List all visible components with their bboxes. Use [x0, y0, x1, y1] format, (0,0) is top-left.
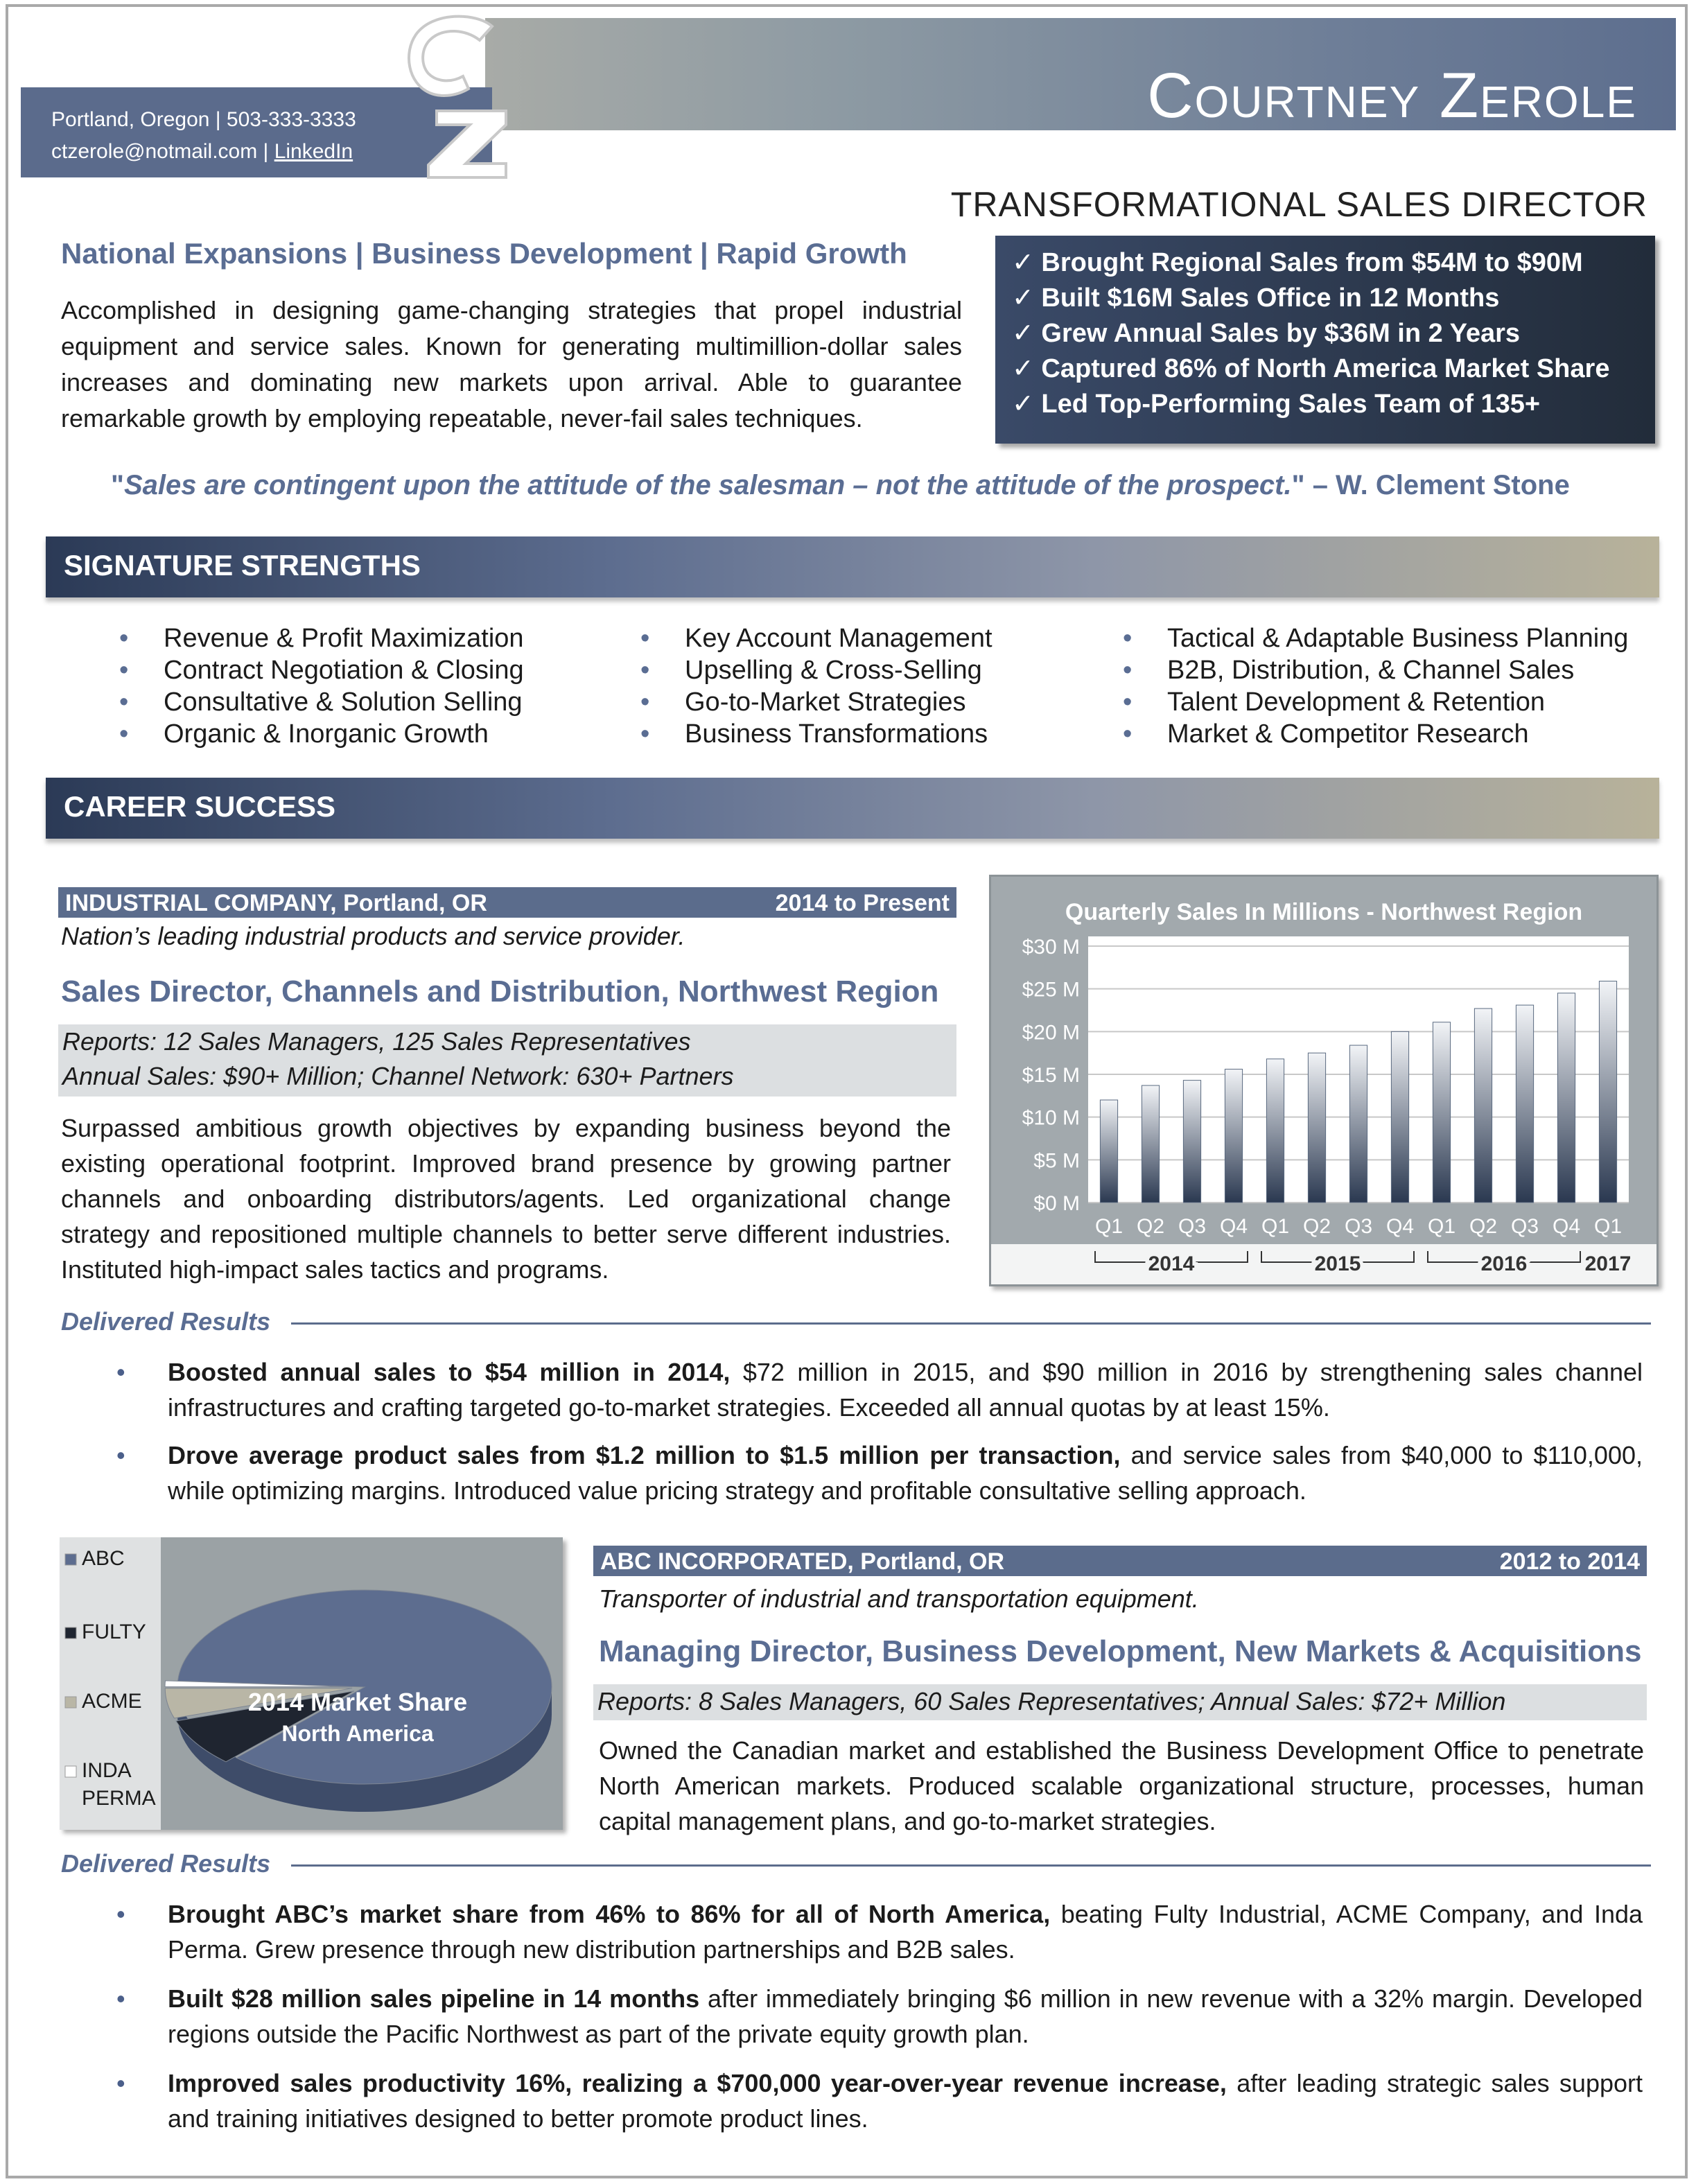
strength-item: • Go-to-Market Strategies: [640, 686, 993, 718]
job2-bullet: • Built $28 million sales pipeline in 14 months after immediately bringing $6 million in new revenue with a 32% margin. Developed regions outside the Pacific Northwest as part of the private equity growth plan.: [83, 1981, 1643, 2052]
y-tick-label: $20 M: [1022, 1021, 1080, 1045]
contact-location-phone: Portland, Oregon | 503-333-3333: [51, 108, 356, 131]
x-tick-label: Q4: [1552, 1215, 1581, 1238]
bar: [1308, 1053, 1325, 1203]
job1-paragraph: Surpassed ambitious growth objectives by expanding business beyond the existing operational footprint. Improved brand presence by growing partner channels and onboarding distributors/agents. Led organizational change strategy and repositioned multiple channels to better serve different industries. Instituted high-impact sales tactics and programs.: [61, 1114, 951, 1284]
job1-descriptor: Nation’s leading industrial products and service provider.: [61, 922, 685, 950]
bar: [1100, 1100, 1117, 1203]
checkmark-icon: ✓: [1012, 354, 1042, 383]
contact-email[interactable]: ctzerole@notmail.com: [51, 140, 258, 163]
bar: [1433, 1022, 1450, 1203]
x-tick-label: Q4: [1219, 1215, 1248, 1238]
highlights-box: [995, 236, 1655, 444]
legend-label: ABC: [82, 1547, 125, 1570]
y-tick-label: $10 M: [1022, 1106, 1080, 1130]
x-tick-label: Q1: [1094, 1215, 1124, 1238]
y-tick-label: $25 M: [1022, 978, 1080, 1002]
bar: [1557, 993, 1575, 1203]
job1-dates: 2014 to Present: [775, 890, 950, 916]
strength-item: • Business Transformations: [640, 718, 993, 750]
bullet-dot: •: [116, 1900, 125, 1928]
job2-bullet: • Improved sales productivity 16%, realizing a $700,000 year-over-year revenue increase, after leading strategic sales support and training initiatives designed to better promote product lines.: [83, 2065, 1643, 2136]
x-tick-label: Q3: [1344, 1215, 1373, 1238]
highlight-item: ✓ Grew Annual Sales by $36M in 2 Years: [1012, 319, 1521, 348]
x-tick-label: Q1: [1261, 1215, 1290, 1238]
job1-bullet: • Boosted annual sales to $54 million in 2014, $72 million in 2015, and $90 million in 2016 by strengthening sales channel infrastructures and crafting targeted go-to-market strategies. Exceeded all annual quotas by at least 15%.: [83, 1354, 1643, 1425]
job1-header-bar: [58, 887, 956, 918]
y-tick-label: $15 M: [1022, 1064, 1080, 1087]
x-tick-label: Q2: [1136, 1215, 1165, 1238]
legend-label: PERMA: [82, 1787, 156, 1810]
checkmark-icon: ✓: [1012, 248, 1042, 277]
bar: [1391, 1031, 1408, 1203]
strength-item: • Contract Negotiation & Closing: [119, 654, 524, 686]
job2-descriptor: Transporter of industrial and transportation equipment.: [599, 1584, 1199, 1613]
highlight-item: ✓ Built $16M Sales Office in 12 Months: [1012, 283, 1500, 313]
year-label: 2015: [1314, 1252, 1361, 1275]
job2-delivered-label: Delivered Results: [61, 1849, 271, 1878]
highlight-item: ✓ Captured 86% of North America Market Share: [1012, 354, 1610, 383]
strengths-column-2: [640, 622, 993, 750]
job2-bullet: • Brought ABC’s market share from 46% to 86% for all of North America, beating Fulty Industrial, ACME Company, and Inda Perma. Grew presence through new distribution partnerships and B2B sales.: [83, 1896, 1643, 1967]
quote-text: Sales are contingent upon the attitude of the salesman – not the attitude of the prospect.: [123, 470, 1292, 500]
linkedin-link[interactable]: LinkedIn: [274, 140, 353, 163]
bar: [1349, 1045, 1367, 1203]
bar: [1183, 1081, 1200, 1203]
strength-item: • Organic & Inorganic Growth: [119, 718, 524, 750]
job2-role: Managing Director, Business Development, New Markets & Acquisitions: [599, 1634, 1642, 1668]
strength-item: • Key Account Management: [640, 622, 993, 654]
strengths-column-1: [119, 622, 524, 750]
job1-role: Sales Director, Channels and Distribution, Northwest Region: [61, 975, 939, 1008]
bar-chart-svg: [991, 877, 1656, 1284]
year-label: 2016: [1480, 1252, 1528, 1275]
job2-dates: 2012 to 2014: [1499, 1548, 1640, 1575]
legend-label: FULTY: [82, 1620, 146, 1643]
strengths-column-3: [1123, 622, 1628, 750]
strength-item: • Revenue & Profit Maximization: [119, 622, 524, 654]
job2-paragraph: Owned the Canadian market and established the Business Development Office to penetrate North American markets. Produced scalable organizational structure, processes, human capital management plans, and go-to-market strategies.: [599, 1736, 1644, 1835]
divider-rule: [291, 1322, 1651, 1325]
x-tick-label: Q2: [1469, 1215, 1498, 1238]
strength-item: • B2B, Distribution, & Channel Sales: [1123, 654, 1628, 686]
market-share-chart: [60, 1537, 563, 1830]
x-tick-label: Q1: [1427, 1215, 1456, 1238]
legend-swatch: [65, 1697, 76, 1708]
bullet-dot: •: [116, 1358, 125, 1386]
legend-label: ACME: [82, 1690, 142, 1713]
pie-title: 2014 Market Share: [247, 1688, 468, 1716]
year-label: 2017: [1584, 1252, 1632, 1275]
strength-item: • Consultative & Solution Selling: [119, 686, 524, 718]
section-header-career: CAREER SUCCESS: [46, 778, 1659, 839]
professional-title: TRANSFORMATIONAL SALES DIRECTOR: [950, 185, 1647, 224]
y-tick-label: $0 M: [1033, 1192, 1080, 1215]
bullet-dot: •: [116, 2069, 125, 2097]
year-label: 2014: [1148, 1252, 1195, 1275]
x-tick-label: Q3: [1178, 1215, 1207, 1238]
job1-bullet: • Drove average product sales from $1.2 million to $1.5 million per transaction, and service sales from $40,000 to $110,000, while optimizing margins. Introduced value pricing strategy and profitable consultative selling approach.: [83, 1438, 1643, 1508]
divider-rule: [291, 1864, 1651, 1867]
contact-separator: |: [257, 140, 274, 163]
legend-swatch: [65, 1766, 76, 1777]
highlight-item: ✓ Brought Regional Sales from $54M to $90M: [1012, 248, 1583, 277]
job2-header-bar: [593, 1546, 1647, 1576]
pie-subtitle: North America: [281, 1721, 434, 1746]
tagline: National Expansions | Business Development | Rapid Growth: [61, 237, 907, 270]
legend-label: INDA: [82, 1759, 132, 1782]
job1-reports: Reports: 12 Sales Managers, 125 Sales Representatives: [62, 1027, 691, 1056]
bar: [1516, 1005, 1533, 1203]
section-header-strengths: SIGNATURE STRENGTHS: [46, 536, 1659, 597]
legend-swatch: [65, 1554, 76, 1565]
job1-company: INDUSTRIAL COMPANY, Portland, OR: [65, 890, 487, 916]
quarterly-sales-chart: [989, 875, 1659, 1286]
quote-author: " – W. Clement Stone: [1291, 470, 1570, 500]
x-tick-label: Q4: [1385, 1215, 1415, 1238]
quote: "Sales are contingent upon the attitude of the salesman – not the attitude of the prospect." – W. Clement Stone: [111, 470, 1570, 500]
strength-item: • Upselling & Cross-Selling: [640, 654, 993, 686]
checkmark-icon: ✓: [1012, 283, 1042, 313]
job2-scope-box: [593, 1684, 1647, 1720]
bullet-dot: •: [116, 1441, 125, 1469]
summary-paragraph: Accomplished in designing game-changing strategies that propel industrial equipment and service sales. Known for generating multimillion-dollar sales increases and dominating new markets upon arrival. Able to guarantee remarkable growth by employing repeatable, never-fail sales techniques.: [61, 296, 962, 433]
header-band: [485, 18, 1676, 130]
job2-reports: Reports: 8 Sales Managers, 60 Sales Representatives; Annual Sales: $72+ Million: [597, 1687, 1506, 1715]
job1-annual: Annual Sales: $90+ Million; Channel Network: 630+ Partners: [62, 1062, 734, 1090]
chart-title: Quarterly Sales In Millions - Northwest Region: [1065, 899, 1583, 925]
cz-logo: [388, 7, 513, 180]
checkmark-icon: ✓: [1012, 390, 1042, 419]
highlight-item: ✓ Led Top-Performing Sales Team of 135+: [1012, 390, 1541, 419]
y-tick-label: $30 M: [1022, 936, 1080, 959]
strength-item: • Market & Competitor Research: [1123, 718, 1628, 750]
candidate-name: Courtney Zerole: [1147, 60, 1637, 131]
bar: [1266, 1059, 1284, 1203]
bar: [1474, 1008, 1492, 1203]
bar: [1142, 1085, 1159, 1203]
checkmark-icon: ✓: [1012, 319, 1042, 348]
x-tick-label: Q1: [1593, 1215, 1623, 1238]
x-tick-label: Q3: [1510, 1215, 1539, 1238]
legend-swatch: [65, 1627, 76, 1639]
pie-chart-svg: [60, 1537, 563, 1830]
legend-panel: [60, 1537, 161, 1830]
y-tick-label: $5 M: [1033, 1149, 1080, 1173]
bar: [1599, 981, 1616, 1203]
bullet-dot: •: [116, 1984, 125, 2013]
strength-item: • Talent Development & Retention: [1123, 686, 1628, 718]
bar: [1225, 1069, 1242, 1203]
job1-delivered-label: Delivered Results: [61, 1307, 271, 1336]
x-tick-label: Q2: [1302, 1215, 1331, 1238]
job1-scope-box: [58, 1024, 956, 1097]
strength-item: • Tactical & Adaptable Business Planning: [1123, 622, 1628, 654]
job2-company: ABC INCORPORATED, Portland, OR: [600, 1548, 1005, 1575]
